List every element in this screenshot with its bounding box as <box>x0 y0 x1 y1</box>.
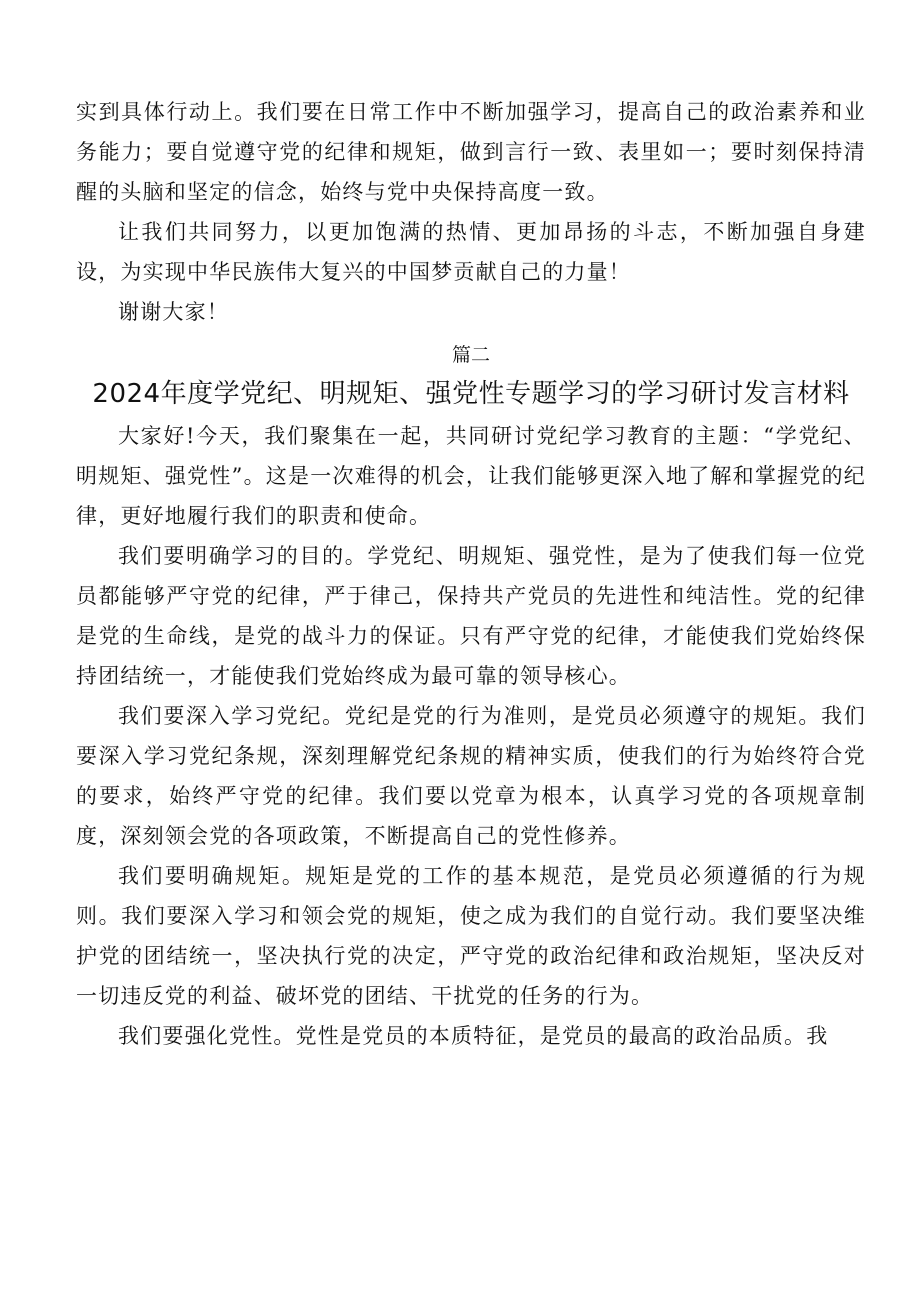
body-paragraph: 我们要明确学习的目的。学党纪、明规矩、强党性，是为了使我们每一位党员都能够严守党的纪律，严于律己，保持共产党员的先进性和纯洁性。党的纪律是党的生命线，是党的战斗力的保证。只有严守党的纪律，才能使我们党始终保持团结统一，才能使我们党始终成为最可靠的领导核心。 <box>76 544 866 688</box>
closing-line: 谢谢大家！ <box>118 300 229 324</box>
section-label: 篇二 <box>451 344 490 366</box>
body-paragraph: 大家好!今天，我们聚集在一起，共同研讨党纪学习教育的主题：“学党纪、明规矩、强党性”。这是一次难得的机会，让我们能够更深入地了解和掌握党的纪律，更好地履行我们的职责和使命。 <box>76 424 866 528</box>
body-paragraph: 实到具体行动上。我们要在日常工作中不断加强学习，提高自己的政治素养和业务能力；要自觉遵守党的纪律和规矩，做到言行一致、表里如一；要时刻保持清醒的头脑和坚定的信念，始终与党中央保持高度一致。 <box>76 100 866 204</box>
document-page <box>76 92 866 1056</box>
body-paragraph: 让我们共同努力，以更加饱满的热情、更加昂扬的斗志，不断加强自身建设，为实现中华民族伟大复兴的中国梦贡献自己的力量！ <box>76 220 866 284</box>
document-title: 2024年度学党纪、明规矩、强党性专题学习的学习研讨发言材料 <box>92 379 850 409</box>
body-paragraph: 我们要明确规矩。规矩是党的工作的基本规范，是党员必须遵循的行为规则。我们要深入学习和领会党的规矩，使之成为我们的自觉行动。我们要坚决维护党的团结统一，坚决执行党的决定，严守党的政治纪律和政治规矩，坚决反对一切违反党的利益、破坏党的团结、干扰党的任务的行为。 <box>76 864 866 1008</box>
body-paragraph: 我们要深入学习党纪。党纪是党的行为准则，是党员必须遵守的规矩。我们要深入学习党纪条规，深刻理解党纪条规的精神实质，使我们的行为始终符合党的要求，始终严守党的纪律。我们要以党章为根本，认真学习党的各项规章制度，深刻领会党的各项政策，不断提高自己的党性修养。 <box>76 704 866 848</box>
body-paragraph: 我们要强化党性。党性是党员的本质特征，是党员的最高的政治品质。我 <box>118 1024 829 1048</box>
